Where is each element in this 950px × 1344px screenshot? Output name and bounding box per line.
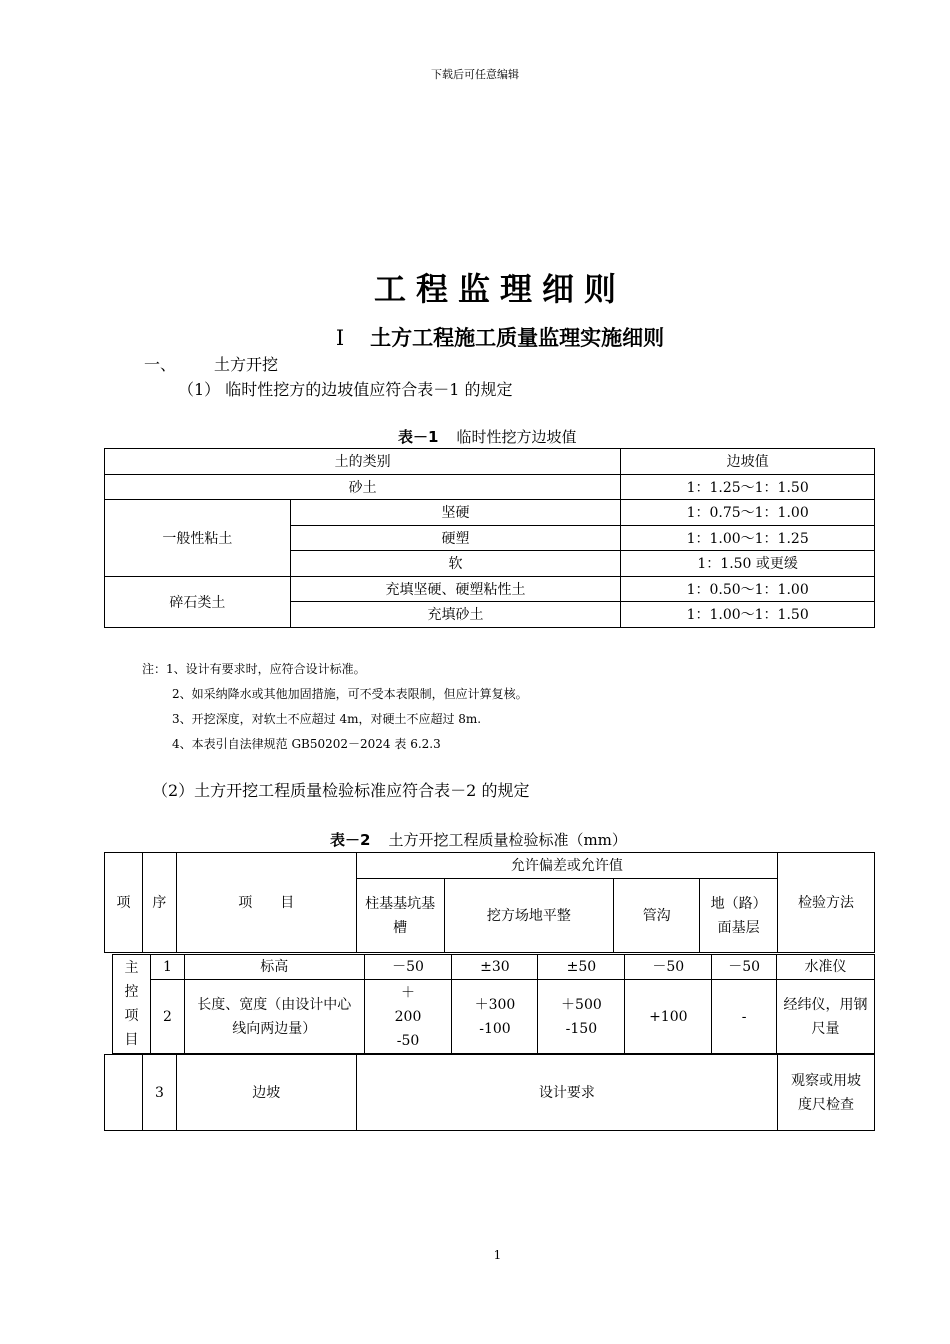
slope-table bbox=[104, 448, 875, 628]
table-cell: 碎石类土 bbox=[105, 576, 291, 627]
table-header-cell: 序 bbox=[142, 853, 176, 953]
inspection-table-main bbox=[112, 954, 875, 1054]
inspection-table-header bbox=[104, 852, 875, 953]
table-cell: ±50 bbox=[538, 955, 625, 980]
table-row bbox=[105, 1055, 875, 1131]
table-row bbox=[113, 980, 875, 1054]
note-line: 注：1、设计有要求时，应符合设计标准。 bbox=[142, 662, 366, 676]
table-cell: 砂土 bbox=[105, 474, 621, 500]
table-cell: 经纬仪，用钢尺量 bbox=[777, 980, 875, 1054]
document-title: 工程监理细则 bbox=[373, 270, 626, 308]
table-row bbox=[105, 853, 875, 879]
table-notes bbox=[142, 657, 528, 757]
table-header-cell: 项 目 bbox=[176, 853, 356, 953]
section-heading bbox=[0, 322, 950, 352]
table-cell: 一般性粘土 bbox=[105, 500, 291, 577]
table-cell: －50 bbox=[364, 955, 452, 980]
table-cell: 1：1.50 或更缓 bbox=[621, 551, 875, 577]
table-cell: 边坡 bbox=[176, 1055, 356, 1131]
table-cell: 1 bbox=[150, 955, 184, 980]
table-cell: 1：0.50～1：1.00 bbox=[621, 576, 875, 602]
section-roman-number: I bbox=[335, 326, 345, 350]
table-cell: ＋200 -50 bbox=[364, 980, 452, 1054]
table-cell: 坚硬 bbox=[290, 500, 621, 526]
header-note: 下载后可任意编辑 bbox=[431, 68, 519, 81]
table-header-cell: 柱基基坑基槽 bbox=[356, 879, 444, 953]
note-line: 3、开挖深度，对软土不应超过 4m，对硬土不应超过 8m. bbox=[172, 712, 482, 726]
table1-caption-title: 临时性挖方边坡值 bbox=[456, 428, 577, 446]
table-cell: ＋300 -100 bbox=[452, 980, 538, 1054]
table1-caption-label: 表－1 bbox=[398, 428, 439, 446]
table-header-cell: 挖方场地平整 bbox=[444, 879, 614, 953]
table-header-cell: 边坡值 bbox=[621, 449, 875, 475]
table-header-cell: 土的类别 bbox=[105, 449, 621, 475]
table1-caption bbox=[398, 426, 576, 447]
table-cell: 软 bbox=[290, 551, 621, 577]
table-cell: －50 bbox=[712, 955, 777, 980]
subsection-heading bbox=[144, 352, 278, 375]
table-cell: 观察或用坡度尺检查 bbox=[778, 1055, 875, 1131]
table-cell: －50 bbox=[625, 955, 712, 980]
table2-caption bbox=[330, 829, 627, 850]
table-cell: 标高 bbox=[184, 955, 364, 980]
table-cell: ＋500 -150 bbox=[538, 980, 625, 1054]
table-cell: 主控项目 bbox=[113, 955, 151, 1054]
table-row bbox=[113, 955, 875, 980]
table-cell: 设计要求 bbox=[356, 1055, 777, 1131]
table-cell: 3 bbox=[142, 1055, 176, 1131]
table-cell: 硬塑 bbox=[290, 525, 621, 551]
table-cell bbox=[105, 1055, 143, 1131]
table-header-cell: 检验方法 bbox=[778, 853, 875, 953]
table-cell: 1：1.00～1：1.25 bbox=[621, 525, 875, 551]
table-row bbox=[105, 500, 875, 526]
page-number: 1 bbox=[493, 1248, 502, 1262]
table2-caption-label: 表－2 bbox=[330, 831, 371, 849]
table-cell: 充填砂土 bbox=[290, 602, 621, 628]
table-cell: ±30 bbox=[452, 955, 538, 980]
table-row bbox=[105, 449, 875, 475]
table-header-cell: 地（路）面基层 bbox=[700, 879, 778, 953]
table-cell: 充填坚硬、硬塑粘性土 bbox=[290, 576, 621, 602]
table-cell: - bbox=[712, 980, 777, 1054]
section-heading-text: 土方工程施工质量监理实施细则 bbox=[370, 325, 665, 350]
table-cell: +100 bbox=[625, 980, 712, 1054]
table-header-cell: 项 bbox=[105, 853, 143, 953]
table-header-cell: 允许偏差或允许值 bbox=[356, 853, 777, 879]
table-cell: 长度、宽度（由设计中心线向两边量） bbox=[184, 980, 364, 1054]
subsection-title: 土方开挖 bbox=[214, 355, 279, 374]
table-header-cell: 管沟 bbox=[614, 879, 700, 953]
table-cell: 1：1.25～1：1.50 bbox=[621, 474, 875, 500]
table-cell: 水准仪 bbox=[777, 955, 875, 980]
table-cell: 1：1.00～1：1.50 bbox=[621, 602, 875, 628]
note-line: 4、本表引自法律规范 GB50202－2024 表 6.2.3 bbox=[172, 737, 441, 751]
table-cell: 1：0.75～1：1.00 bbox=[621, 500, 875, 526]
note-line: 2、如采纳降水或其他加固措施，可不受本表限制，但应计算复核。 bbox=[172, 687, 528, 701]
table-cell: 2 bbox=[150, 980, 184, 1054]
subsection-number: 一、 bbox=[144, 355, 177, 374]
paragraph-item-1: （1） 临时性挖方的边坡值应符合表－1 的规定 bbox=[178, 380, 513, 399]
inspection-table-row3 bbox=[104, 1054, 875, 1131]
paragraph-item-2: （2）土方开挖工程质量检验标准应符合表－2 的规定 bbox=[152, 781, 530, 800]
table2-caption-title: 土方开挖工程质量检验标准（mm） bbox=[388, 831, 627, 849]
table-row bbox=[105, 576, 875, 602]
table-row bbox=[105, 474, 875, 500]
